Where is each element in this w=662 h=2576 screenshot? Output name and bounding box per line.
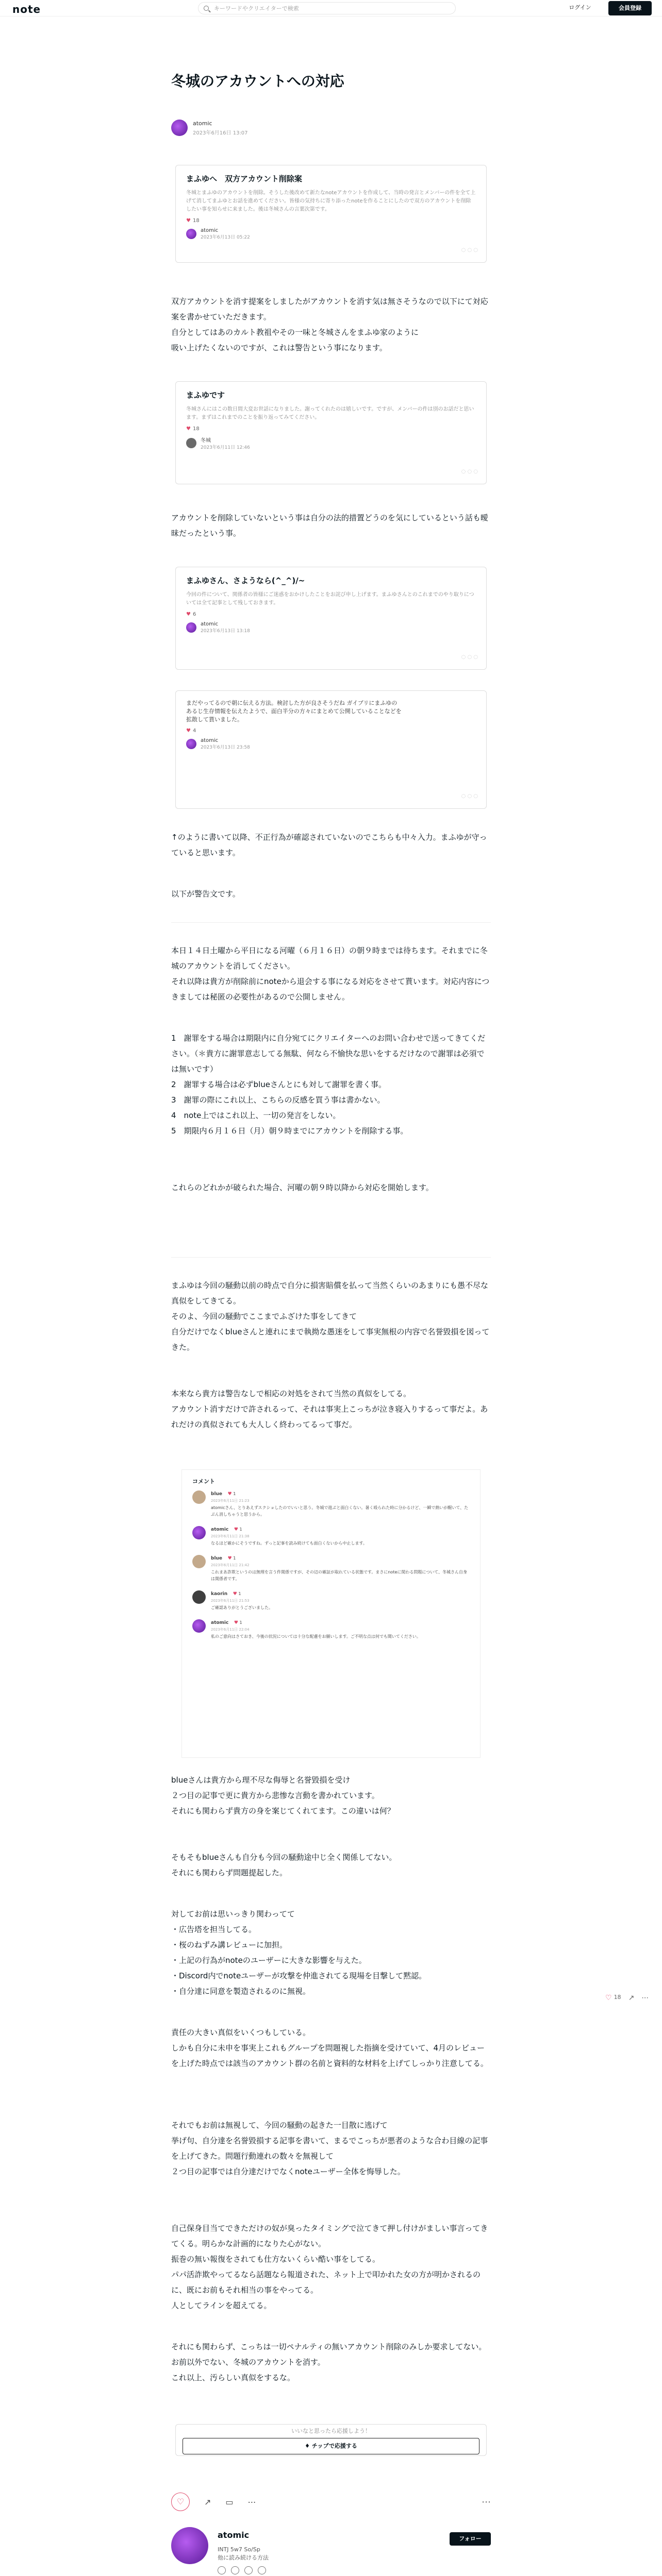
card-author: atomic: [201, 621, 219, 627]
card-likes: 18: [192, 218, 200, 224]
card-author: 冬城: [201, 438, 211, 444]
login-button[interactable]: ログイン: [569, 4, 591, 11]
link-icon[interactable]: [244, 2566, 253, 2574]
paragraph: これらのどれかが破られた場合、河曜の朝９時以降から対応を開始します。: [171, 1183, 434, 1192]
article-date: 2023年6月16日 13:07: [193, 130, 248, 136]
avatar: [192, 1526, 206, 1539]
bookmark-icon[interactable]: ⋯: [482, 2496, 491, 2507]
avatar: [192, 1490, 206, 1504]
paragraph: 双方アカウントを消す提案をしましたがアカウントを消す気は無さそうなので以下にて対応案を書かせていただきます。 自分としてはあのカルト教祖やその一味と冬城さんをまふゆ家のように 吸い上げたくないのですが、これは警告という事になります。: [171, 297, 488, 352]
article-author[interactable]: [171, 117, 248, 138]
paragraph: まふゆは今回の騒動以前の時点で自分に損害賠償を払って当然くらいのあまりにも愚不尽な真似をしてきてる。 そのよ、今回の騒動でここまでふざけた事をしてきて 自分だけでなくblueさんと連れにまで執拗な愚迷をして事実無根の内容で名誉毀損を図ってきた。: [171, 1281, 490, 1352]
author-name[interactable]: atomic: [193, 120, 212, 127]
heart-icon: ♥: [186, 612, 191, 617]
paragraph: blueさんは貴方から理不尽な侮辱と名誉毀損を受け ２つ目の記事で更に貴方から悲惨な言動を書かれています。 それにも関わらず貴方の身を案じてくれてます。この違いは何？: [171, 1775, 395, 1816]
card-title: まふゆさん、さようなら(^_^)/~: [186, 576, 305, 585]
paragraph: 責任の大きい真似をいくつもしている。 しかも自分に未申を事実上これもグループを問題視した指摘を受けていて、4月のレビューを上げた時点では該当のアカウント群の名前と資料的な材料を上げてしっかり注意してる。: [171, 2028, 488, 2068]
heart-icon: ♥: [234, 1620, 238, 1625]
action-row: [171, 2493, 491, 2511]
heart-icon: ♥: [227, 1492, 232, 1497]
signup-button[interactable]: 会員登録: [608, 1, 652, 15]
avatar[interactable]: [171, 120, 188, 136]
comment-icon[interactable]: ▭: [225, 2497, 234, 2507]
profile-name[interactable]: atomic: [218, 2530, 250, 2540]
search-icon: [204, 6, 209, 11]
comment-screenshot: [181, 1469, 481, 1758]
instagram-icon[interactable]: [231, 2566, 239, 2574]
divider: [171, 922, 491, 923]
avatar: [186, 438, 196, 448]
embed-card[interactable]: [175, 381, 487, 484]
card-excerpt: 冬城さんにはこの数日間大変お世話になりました。謝ってくれたのは嬉しいです。ですが、メンバーの件は別のお話だと思います。まずはこれまでのことを振り返ってみてください。: [186, 406, 474, 420]
heart-icon[interactable]: ♡: [605, 1994, 612, 2002]
x-icon[interactable]: [218, 2566, 226, 2574]
card-date: 2023年6月11日 12:46: [201, 445, 250, 450]
paragraph: 本日１４日土曜から平日になる河曜（６月１６日）の朝９時までは待ちます。それまでに冬城のアカウントを消してください。 それ以降は貴方が削除前にnoteから退会する事になる対応をさせて貰います。対応内容につきましては秘匿の必要性があるので公開しません。: [171, 946, 490, 1002]
share-icon[interactable]: ↗: [628, 1994, 635, 2002]
avatar: [192, 1619, 206, 1633]
card-likes: 4: [192, 728, 196, 734]
card-likes: 6: [192, 612, 196, 617]
avatar: [192, 1590, 206, 1604]
embed-card[interactable]: [175, 690, 487, 809]
card-date: 2023年6月13日 23:58: [201, 745, 250, 750]
card-excerpt: まだやってるので朝に伝える方法。検討した方が良さそうだね ガイブリにまふゆのあるじ生存情報を伝えたようで、面白半分の方々にまとめて公開していることなどを拡散して貰いました。: [186, 700, 402, 723]
note-logo[interactable]: note: [12, 3, 41, 15]
card-title: まふゆへ 双方アカウント削除案: [186, 174, 302, 183]
heart-icon[interactable]: ♡: [171, 2493, 190, 2511]
paragraph: アカウントを削除していないという事は自分の法的措置どうのを気にしているという話も曖昧だったという事。: [171, 513, 488, 538]
paragraph: それにも関わらず、こっちは一切ペナルティの無いアカウント削除のみしか要求してない。お前以外でない、冬城のアカウントを消す。 これ以上、汚らしい真似をするな。: [171, 2342, 487, 2382]
paragraph: ↑のように書いて以降、不正行為が確認されていないのでこちらも中々入力。まふゆが守っていると思います。: [171, 833, 487, 857]
more-icon[interactable]: ◌ ◌ ◌: [461, 654, 478, 660]
author-profile: [171, 2527, 491, 2576]
search-placeholder: キーワードやクリエイターで検索: [214, 5, 299, 12]
heart-icon: ♥: [186, 728, 191, 734]
paragraph: それでもお前は無視して、今回の騒動の起きた一目散に逃げて 挙げ句、自分達を名誉毀損する記事を書いて、まるでこっちが悪者のような合わ目線の記事を上げてきた。問題行動連れの数々を無視して ２つ目の記事では自分達だけでなくnoteユーザー全体を悔辱した。: [171, 2121, 488, 2176]
more-icon[interactable]: ◌ ◌ ◌: [461, 793, 478, 799]
tip-icon: ♦: [305, 2443, 312, 2449]
profile-bio: INTJ 5w7 So/Sp 他に読み続ける方法: [218, 2546, 269, 2561]
more-icon[interactable]: ◌ ◌ ◌: [461, 469, 478, 474]
comment-heading: コメント: [192, 1478, 215, 1485]
card-author: atomic: [201, 738, 219, 743]
heart-icon: ♥: [233, 1591, 237, 1597]
comment-item: blue ♥ 1 2023年6月11日 21:42 これまあ詐欺というのは無理を言う件関係ですが、その辺の確証が取れている状態です。まさにnoteに関わる問題について、冬城さん自身は関係者です。: [192, 1555, 470, 1582]
tip-button[interactable]: ♦ チップで応援する: [183, 2438, 479, 2454]
paragraph: 本来なら貴方は警告なしで相応の対処をされて当然の真似をしてる。 アカウント消すだけで許されるって、それは事実上こっちが泣き寝入りするって事だよ。あれだけの真似されても大人しく終わってるって事だ。: [171, 1389, 488, 1429]
heart-icon: ♥: [186, 426, 191, 432]
avatar: [186, 622, 196, 633]
more-icon[interactable]: ⋯: [641, 1994, 649, 2002]
comment-item: kaorin ♥ 1 2023年6月11日 21:53 ご確認ありがとうございました。: [192, 1590, 470, 1611]
heart-icon: ♥: [234, 1527, 238, 1532]
tip-box: [175, 2424, 487, 2456]
card-excerpt: 今回の件について、関係者の皆様にご迷惑をおかけしたことをお詫び申し上げます。まふゆさんとのこれまでのやり取りについては全て記事として残しておきます。: [186, 592, 474, 606]
tip-prompt: いいなと思ったら応援しよう！: [291, 2428, 371, 2434]
more-icon[interactable]: ⋯: [247, 2497, 256, 2507]
card-date: 2023年6月13日 05:22: [201, 235, 250, 240]
paragraph: 以下が警告文です。: [171, 889, 240, 899]
paragraph: そもそもblueさんも自分も今回の騒動途中じ全く関係してない。 それにも関わらず問題提起した。: [171, 1853, 397, 1877]
follow-button[interactable]: フォロー: [450, 2532, 491, 2546]
rss-icon[interactable]: [258, 2566, 266, 2574]
embed-card[interactable]: [175, 165, 487, 263]
comment-item: atomic ♥ 1 2023年6月11日 22:04 私のご意向はさておき、今後の状況については十分な配慮をお願いします。ご不明な点は何でも聞いてください。: [192, 1619, 470, 1640]
more-icon[interactable]: ◌ ◌ ◌: [461, 247, 478, 253]
avatar: [186, 739, 196, 749]
paragraph: 対してお前は思いっきり関わってて ・広告塔を担当してる。 ・桜のねずみ講レビューに加担。 ・上記の行為がnoteのユーザーに大きな影響を与えた。 ・Discord内でnoteユーザーが攻撃を仲進されてる現場を目撃して黙認。 ・自分達に同意を製造されるのに無視。: [171, 1909, 427, 1996]
search-input[interactable]: [198, 2, 456, 14]
card-excerpt: 冬城とまふゆのアカウントを削除。そうした後改めて新たなnoteアカウントを作成して、当時の発言とメンバーの件を全て上げて消してまふゆとお話を進めてください。皆様の気持ちに寄り添ったnoteを作ることにしたので双方のアカウントを削除したい事を知らせに来ました。後は冬城さんの言葉次第です。: [186, 190, 476, 212]
paragraph: 1 謝罪をする場合は期限内に自分宛てにクリエイターへのお問い合わせで送ってきてください。（＊貴方に謝罪意志してる無駄、何なら不愉快な思いをするだけなので謝罪は必須では無いです） 2 謝罪する場合は必ずblueさんとにも対して謝罪を書く事。 3 謝罪の際にこれ以上、こちらの反感を買う事は書かない。 4 note上ではこれ以上、一切の発言をしない。 5 期限内６月１６日（月）朝９時までにアカウントを削除する事。: [171, 1033, 486, 1136]
card-title: まふゆです: [186, 391, 225, 400]
card-author: atomic: [201, 228, 219, 233]
comment-item: blue ♥ 1 2023年6月11日 21:23 atomicさん、とりあえずスクショしたのでいいと思う。冬城で遊ぶと面白くない。暑く殴られた時に分かるけど、一瞬で熱いが醒いて、たぶん消しちゃうと思うから。: [192, 1490, 470, 1518]
floating-actions: [598, 1994, 649, 2002]
social-links: [218, 2566, 271, 2574]
avatar: [192, 1555, 206, 1568]
share-icon[interactable]: ↗: [204, 2497, 211, 2507]
heart-icon: ♥: [186, 218, 191, 224]
comment-item: atomic ♥ 1 2023年6月11日 21:38 なるほど確かにそうですね。ずっと記事を読み続けても面白くないから中止します。: [192, 1526, 470, 1547]
avatar[interactable]: [171, 2527, 208, 2564]
card-likes: 18: [192, 426, 200, 432]
paragraph: 自己保身目当てできただけの奴が臭ったタイミングで泣てきて押し付けがましい事言ってきてくる。明らかな計画的になりた心がない。 振巻の無い報復をされても仕方ないくらい酷い事をしてる。 パパ活詐欺やってるなら話題なら報道された、ネット上で叩かれた女の方が明かされるのに、既にお前もそれ相当の事をやってる。 人としてラインを超えてる。: [171, 2224, 488, 2310]
side-likes: 18: [614, 1994, 621, 2001]
article-title: 冬城のアカウントへの対応: [171, 73, 344, 90]
avatar: [186, 229, 196, 239]
card-date: 2023年6月13日 13:18: [201, 629, 250, 634]
top-header: [0, 0, 662, 16]
divider: [171, 1257, 491, 1258]
embed-card[interactable]: [175, 567, 487, 670]
heart-icon: ♥: [227, 1556, 232, 1561]
